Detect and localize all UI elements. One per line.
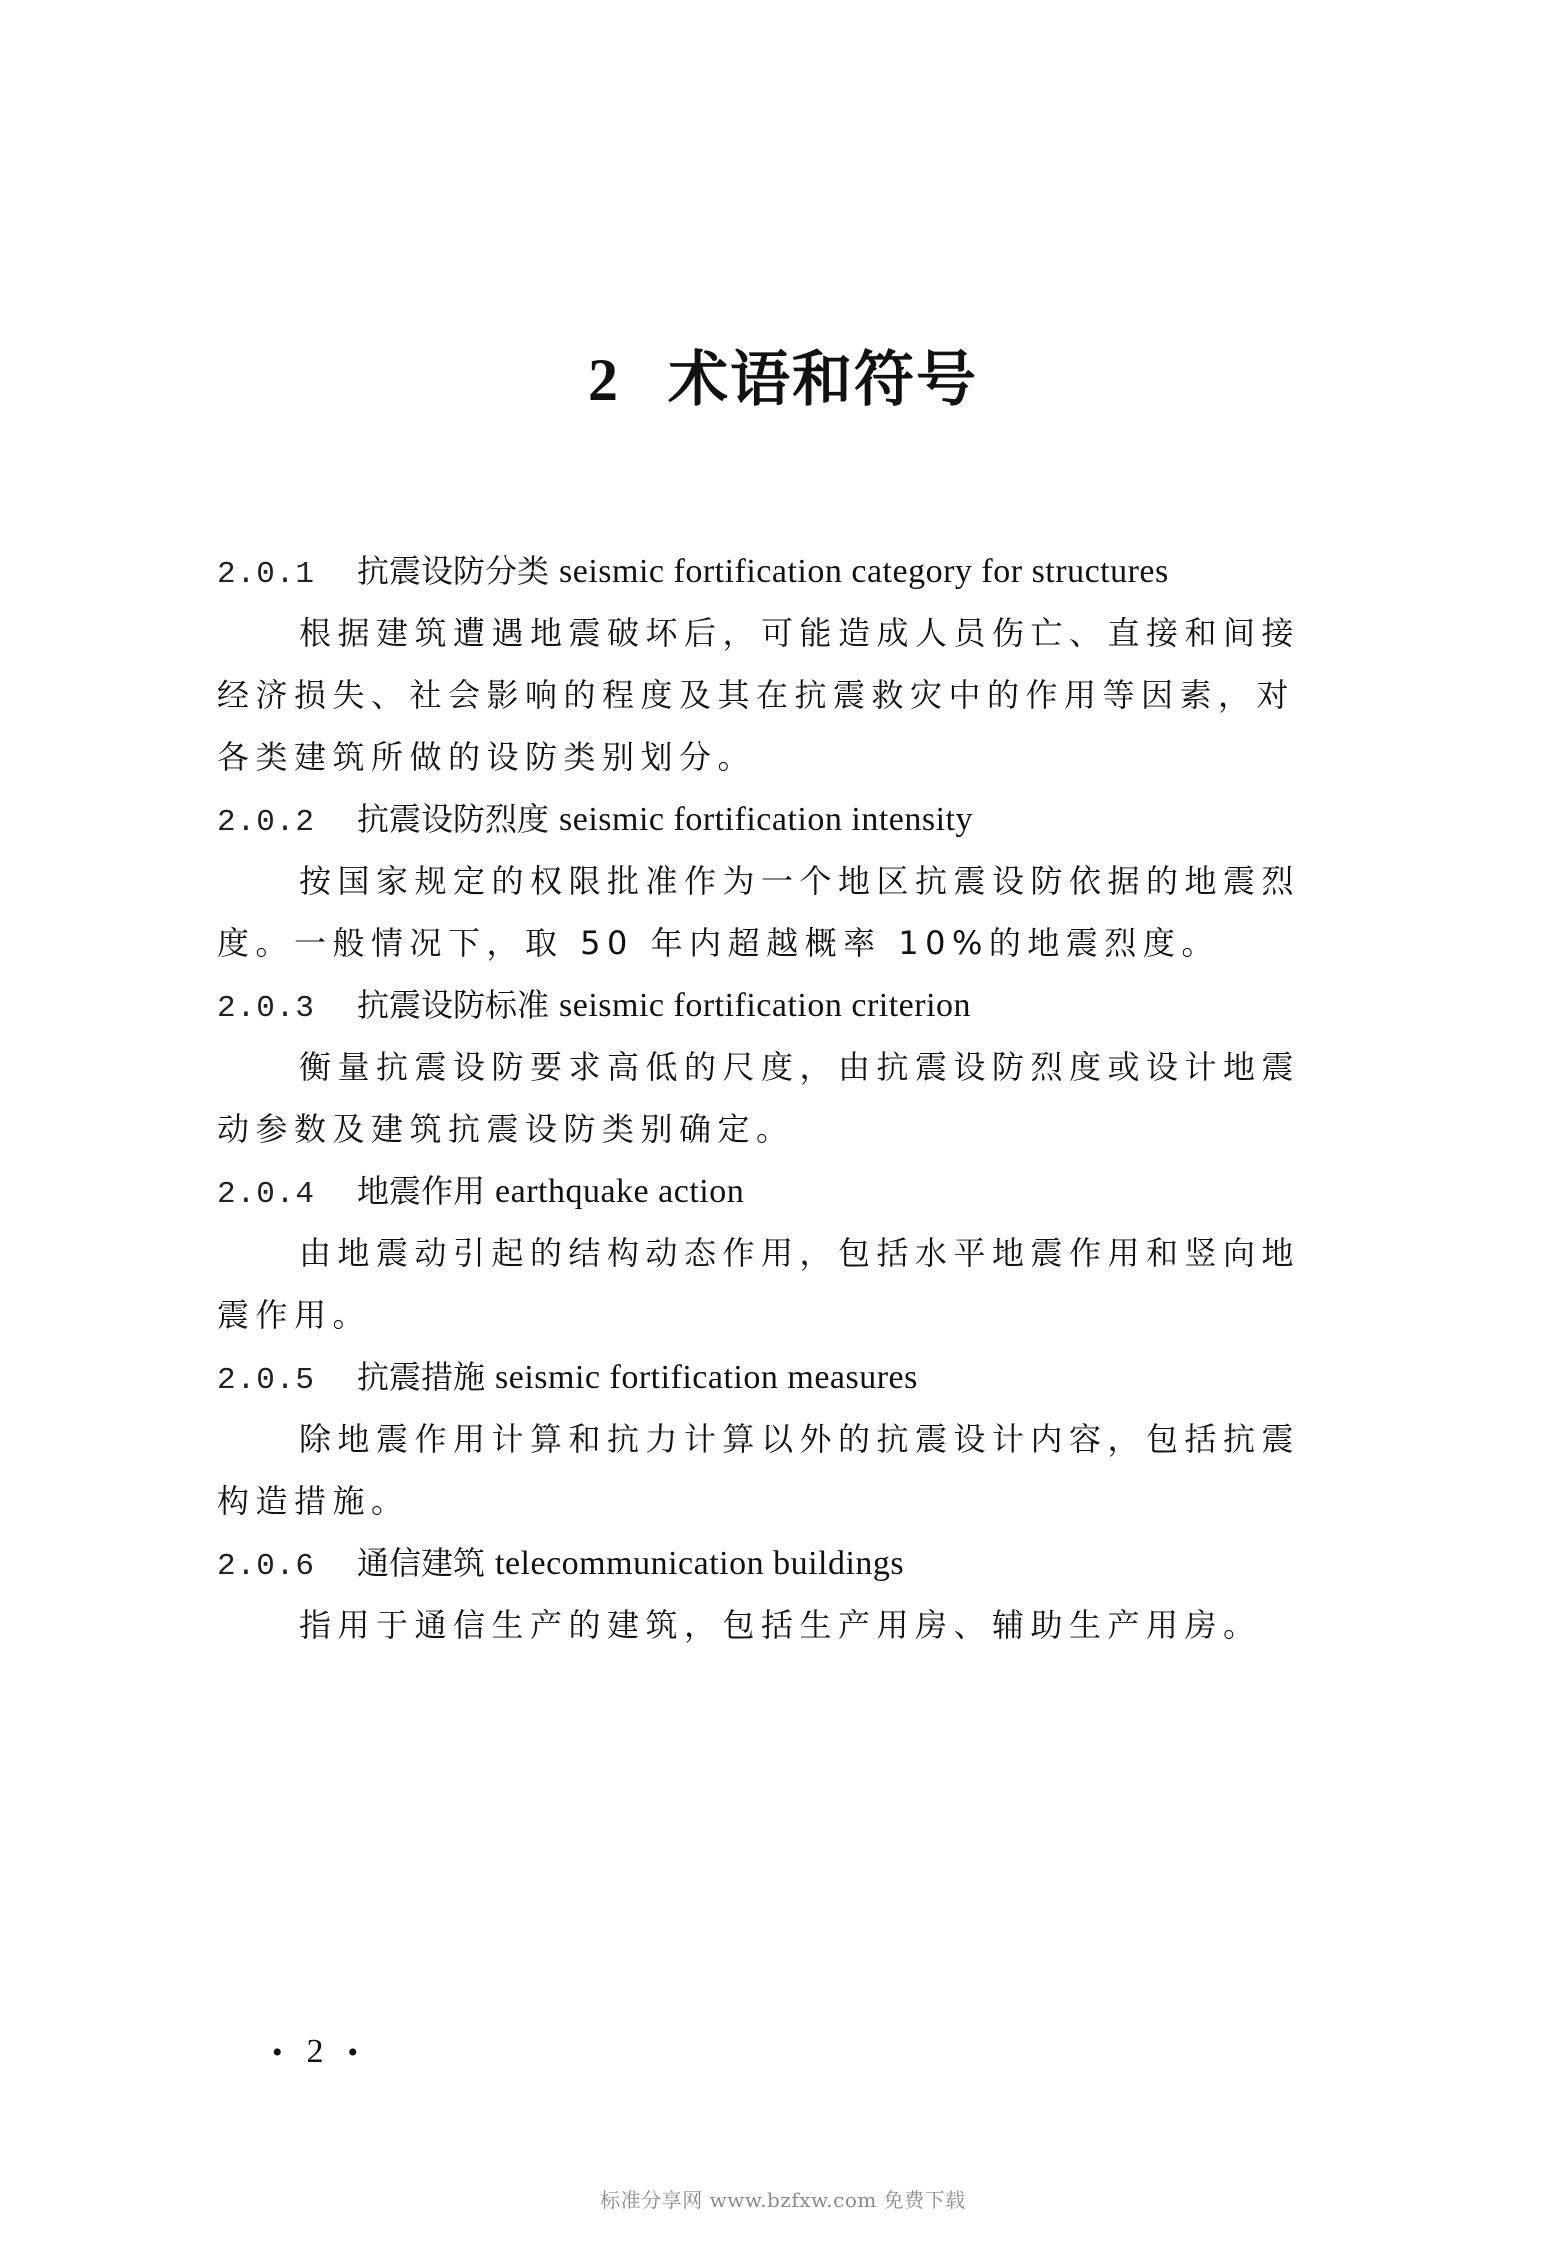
- bullet-icon: •: [347, 2036, 359, 2069]
- bullet-icon: •: [272, 2036, 283, 2069]
- term-english: seismic fortification intensity: [559, 801, 973, 838]
- term-english: seismic fortification measures: [495, 1359, 918, 1396]
- term-heading: [217, 974, 1387, 1036]
- page-number: [248, 2032, 382, 2073]
- chapter-number: 2: [588, 347, 620, 413]
- term-definition-line: 衡量抗震设防要求高低的尺度，由抗震设防烈度或设计地震: [299, 1048, 1301, 1086]
- term-chinese: 地震作用: [357, 1172, 486, 1210]
- term-number: 2.0.1: [217, 557, 316, 592]
- term-chinese: 抗震措施: [357, 1358, 486, 1396]
- term-definition-line: 指用于通信生产的建筑，包括生产用房、辅助生产用房。: [299, 1606, 1262, 1644]
- term-definition-line: 各类建筑所做的设防类别划分。: [217, 738, 757, 776]
- term-number: 2.0.4: [217, 1177, 316, 1212]
- term-heading: [217, 540, 1387, 602]
- chapter-title: [0, 340, 1566, 420]
- term-english: seismic fortification category for structures: [559, 553, 1169, 590]
- term-heading: [217, 1346, 1387, 1408]
- term-definition-line: 动参数及建筑抗震设防类别确定。: [217, 1110, 795, 1148]
- term-definition-line: 由地震动引起的结构动态作用，包括水平地震作用和竖向地: [299, 1234, 1301, 1272]
- term-chinese: 抗震设防标准: [357, 986, 550, 1024]
- term-definition-line: 构造措施。: [217, 1482, 410, 1520]
- term-definition-line: 根据建筑遭遇地震破坏后，可能造成人员伤亡、直接和间接: [299, 614, 1301, 652]
- term-number: 2.0.2: [217, 805, 316, 840]
- term-english: seismic fortification criterion: [559, 987, 972, 1024]
- term-heading: [217, 788, 1387, 850]
- watermark: 标准分享网 www.bzfxw.com 免费下载: [600, 2188, 966, 2212]
- term-definition-line: 按国家规定的权限批准作为一个地区抗震设防依据的地震烈: [299, 862, 1301, 900]
- term-chinese: 通信建筑: [357, 1544, 486, 1582]
- chapter-title-text: 术语和符号: [668, 345, 978, 415]
- term-heading: [217, 1532, 1387, 1594]
- term-number: 2.0.3: [217, 991, 316, 1026]
- term-definition-line: 经济损失、社会影响的程度及其在抗震救灾中的作用等因素，对: [217, 676, 1296, 714]
- term-definition-line: 震作用。: [217, 1296, 372, 1334]
- term-number: 2.0.6: [217, 1549, 316, 1584]
- term-number: 2.0.5: [217, 1363, 316, 1398]
- term-definition-line: 除地震作用计算和抗力计算以外的抗震设计内容，包括抗震: [299, 1420, 1301, 1458]
- term-definition-line: 度。一般情况下，取 50 年内超越概率 10%的地震烈度。: [217, 924, 1220, 962]
- page-number-value: 2: [306, 2033, 324, 2070]
- term-chinese: 抗震设防烈度: [357, 800, 550, 838]
- term-english: telecommunication buildings: [495, 1545, 905, 1582]
- terms-section: [217, 540, 1387, 1656]
- term-chinese: 抗震设防分类: [357, 552, 550, 590]
- term-heading: [217, 1160, 1387, 1222]
- term-english: earthquake action: [495, 1173, 745, 1210]
